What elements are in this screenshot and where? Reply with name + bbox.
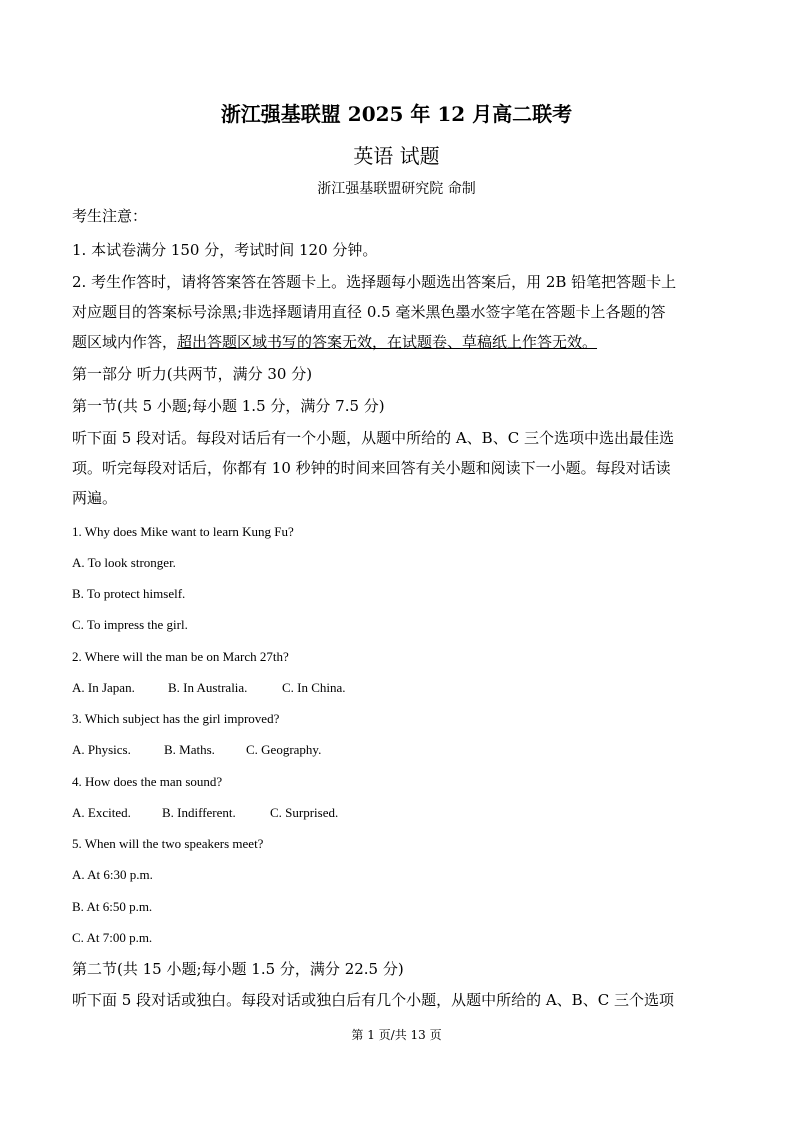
exam-title: 浙江强基联盟 2025 年 12 月高二联考 [220,102,573,126]
section1-instruction-line-3: 两遍。 [72,489,118,507]
page-footer: 第 1 页/共 13 页 [351,1028,442,1042]
question-3-options [72,740,724,760]
question-2: 2. Where will the man be on March 27th? [72,649,289,664]
notice-item-1: 1. 本试卷满分 150 分，考试时间 120 分钟。 [72,241,378,259]
notice-item-2-line-3-underlined: 超出答题区域书写的答案无效，在试题卷、草稿纸上作答无效。 [177,333,598,351]
question-3-option-a: A. Physics. [72,742,131,757]
question-4: 4. How does the man sound? [72,774,223,789]
question-1: 1. Why does Mike want to learn Kung Fu? [72,524,294,539]
notice-heading: 考生注意： [72,207,148,225]
section1-instruction-line-1: 听下面 5 段对话。每段对话后有一个小题，从题中所给的 A、B、C 三个选项中选出最佳选 [72,429,674,447]
question-2-options [72,678,724,698]
question-5-option-b: B. At 6:50 p.m. [72,899,153,914]
question-5-option-c: C. At 7:00 p.m. [72,930,153,945]
question-4-option-a: A. Excited. [72,805,131,820]
section2-instruction-line-1: 听下面 5 段对话或独白。每段对话或独白后有几个小题，从题中所给的 A、B、C 三个选项 [72,991,674,1009]
part1-heading: 第一部分 听力(共两节，满分 30 分) [72,365,313,383]
section2-heading: 第二节(共 15 小题;每小题 1.5 分，满分 22.5 分) [72,960,404,978]
question-2-option-c: C. In China. [282,680,346,695]
question-2-option-a: A. In Japan. [72,680,135,695]
notice-item-2-line-3-plain: 题区域内作答， [72,333,178,351]
question-1-option-b: B. To protect himself. [72,586,186,601]
question-4-option-b: B. Indifferent. [162,805,236,820]
section1-instruction-line-2: 项。听完每段对话后，你都有 10 秒钟的时间来回答有关小题和阅读下一小题。每段对话读 [72,459,671,477]
question-1-option-a: A. To look stronger. [72,555,176,570]
question-3-option-c: C. Geography. [246,742,322,757]
exam-maker: 浙江强基联盟研究院 命制 [317,181,476,197]
exam-subject: 英语 试题 [353,144,440,168]
notice-item-2-line-3 [72,332,724,352]
question-3: 3. Which subject has the girl improved? [72,711,280,726]
question-5: 5. When will the two speakers meet? [72,836,264,851]
question-4-options [72,803,724,823]
question-5-option-a: A. At 6:30 p.m. [72,867,153,882]
notice-item-2-line-2: 对应题目的答案标号涂黑;非选择题请用直径 0.5 毫米黑色墨水签字笔在答题卡上各题的答 [72,303,666,321]
notice-item-2-line-1: 2. 考生作答时，请将答案答在答题卡上。选择题每小题选出答案后，用 2B 铅笔把答题卡上 [72,273,677,291]
question-3-option-b: B. Maths. [164,742,215,757]
question-4-option-c: C. Surprised. [270,805,339,820]
question-1-option-c: C. To impress the girl. [72,617,188,632]
section1-heading: 第一节(共 5 小题;每小题 1.5 分，满分 7.5 分) [72,397,385,415]
question-2-option-b: B. In Australia. [168,680,248,695]
